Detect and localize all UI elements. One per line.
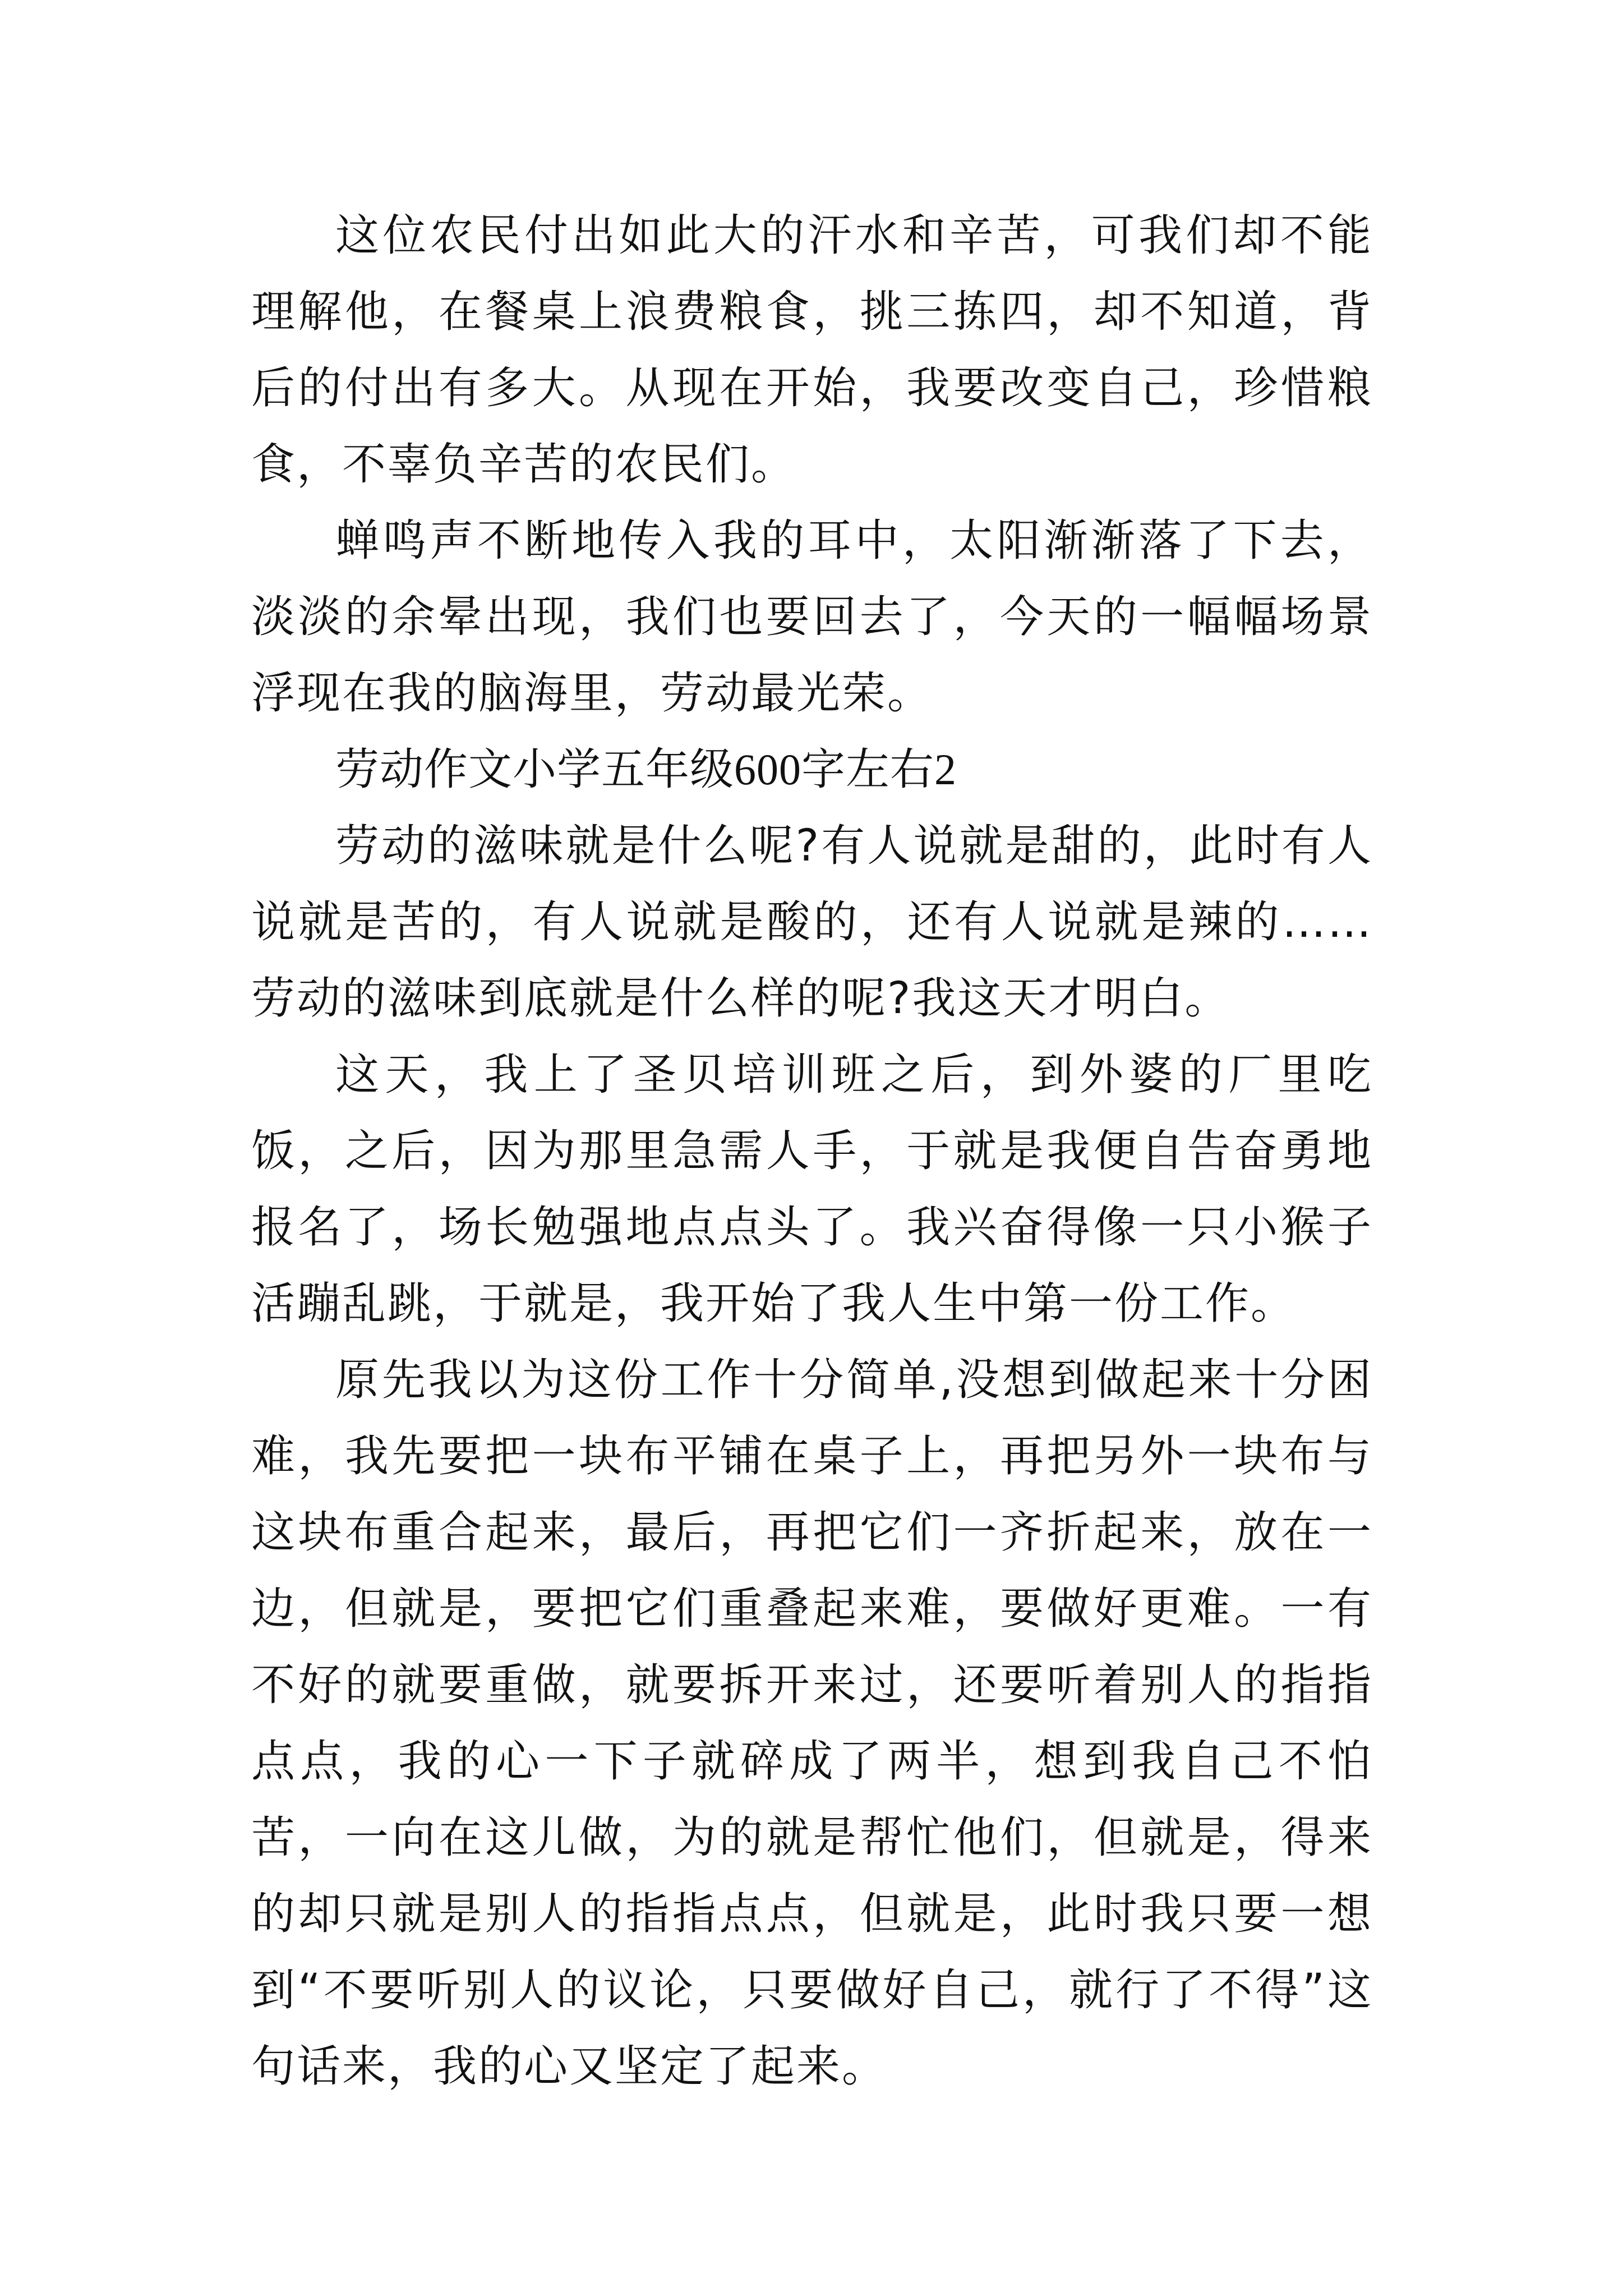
section-heading: 劳动作文小学五年级600字左右2 xyxy=(335,745,957,794)
paragraph-first-job: 这天，我上了圣贝培训班之后，到外婆的厂里吃饭，之后，因为那里急需人手，于就是我便自告奋勇地报名了，场长勉强地点点头了。我兴奋得像一只小猴子活蹦乱跳，于就是，我开始了我人生中第一份工作。 xyxy=(251,1050,1373,1329)
paragraph-farmer-effort: 这位农民付出如此大的汗水和辛苦，可我们却不能理解他，在餐桌上浪费粮食，挑三拣四，却不知道，背后的付出有多大。从现在开始，我要改变自己，珍惜粮食，不辜负辛苦的农民们。 xyxy=(251,210,1373,490)
paragraph-cicada-sunset: 蝉鸣声不断地传入我的耳中，太阳渐渐落了下去，淡淡的余晕出现，我们也要回去了，今天的一幅幅场景浮现在我的脑海里，劳动最光荣。 xyxy=(251,516,1373,719)
document-body xyxy=(251,197,1373,2105)
paragraph-folding-cloth: 原先我以为这份工作十分简单,没想到做起来十分困难，我先要把一块布平铺在桌子上，再把另外一块布与这块布重合起来，最后，再把它们一齐折起来，放在一边，但就是，要把它们重叠起来难，要做好更难。一有不好的就要重做，就要拆开来过，还要听着别人的指指点点，我的心一下子就碎成了两半，想到我自己不怕苦，一向在这儿做，为的就是帮忙他们，但就是，得来的却只就是别人的指指点点，但就是，此时我只要一想到“不要听别人的议论，只要做好自己，就行了不得”这句话来，我的心又坚定了起来。 xyxy=(251,1355,1373,2092)
paragraph-taste-of-labor: 劳动的滋味就是什么呢?有人说就是甜的，此时有人说就是苦的，有人说就是酸的，还有人说就是辣的……劳动的滋味到底就是什么样的呢?我这天才明白。 xyxy=(251,821,1373,1024)
